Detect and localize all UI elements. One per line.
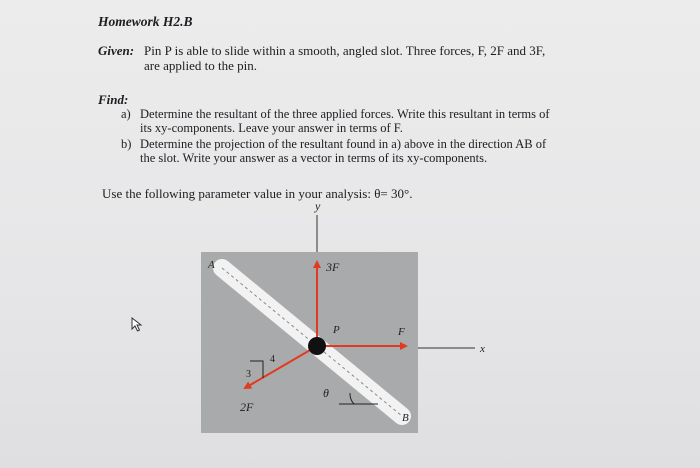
point-a-label: A (208, 259, 215, 271)
question-b-line2: the slot. Write your answer as a vector in terms of its xy-components. (140, 151, 488, 165)
homework-title: Homework H2.B (98, 14, 193, 29)
question-b-marker: b) (121, 137, 132, 151)
slope-run-label: 4 (270, 354, 275, 365)
parameter-statement: Use the following parameter value in your analysis: θ= 30°. (102, 186, 413, 201)
mouse-pointer-icon (131, 317, 145, 333)
force-2f-label: 2F (240, 400, 254, 414)
question-a-marker: a) (121, 107, 131, 121)
pin-p (308, 337, 326, 355)
question-a-line1: Determine the resultant of the three applied forces. Write this resultant in terms of (140, 107, 550, 121)
question-a-line2: its xy-components. Leave your answer in terms of F. (140, 121, 403, 135)
given-label: Given: (98, 43, 135, 58)
x-axis-label: x (480, 343, 485, 355)
y-axis-label: y (315, 199, 321, 213)
find-label: Find: (98, 92, 129, 107)
given-text-line2: are applied to the pin. (144, 58, 257, 73)
force-3f-label: 3F (326, 260, 340, 274)
angle-label: θ (323, 386, 329, 400)
force-f-label: F (398, 326, 405, 338)
point-b-label: B (402, 412, 409, 424)
slope-rise-label: 3 (246, 369, 251, 380)
pin-label: P (333, 324, 340, 336)
question-b-line1: Determine the projection of the resultant found in a) above in the direction AB of (140, 137, 547, 151)
given-text-line1: Pin P is able to slide within a smooth, angled slot. Three forces, F, 2F and 3F, (144, 43, 546, 58)
